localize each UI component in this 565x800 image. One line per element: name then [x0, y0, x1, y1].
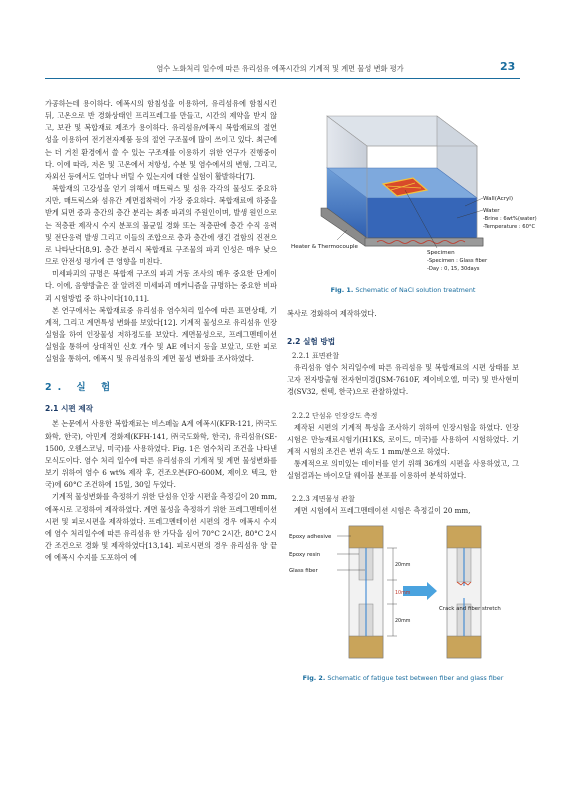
paragraph: 제작된 시편의 기계적 특성을 조사하기 위하여 인장시험을 하였다. 인장시험은 만능재료시험기(H1KS, 로이드, 미국)를 사용하여 시험하였다. 기계적 시험의 조건은 변위 속도 1 mm/분으로 하였다.: [287, 422, 519, 456]
figure-1-caption-text: Schematic of NaCl solution treatment: [353, 286, 476, 294]
paragraph: 통계적으로 의미있는 데이터를 얻기 위해 36개의 시편을 사용하였고, 그 실험결과는 바이오달 웨이블 분포를 이용하여 분석하였다.: [287, 459, 519, 481]
section-title: 2. 실 험: [45, 382, 117, 394]
figure-2-caption-text: Schematic of fatigue test between fiber and glass fiber: [325, 673, 504, 682]
figure-1-caption-label: Fig. 1.: [330, 286, 354, 294]
paragraph: 본 연구에서는 복합재료중 유리섬유 염수처리 일수에 따른 표면상태, 기계적, 그리고 계면특성 변화를 보았다[12]. 기계적 물성으로 유리섬유 인장실험을 하여 인장물성 저하정도를 보았다. 계면물성으로, 프레그멘테이션 실험을 통하여 상대적인 신호 개수 및 AE 에너지 등을 보았고, 또한 피로 실험을 통하여, 에폭시 및 유리섬유의 계면 물성 변화를 조사하였다.: [45, 305, 277, 364]
nacl-treatment-diagram: [287, 98, 537, 278]
subsubsection-title: 2.2.2 단섬유 인장강도 측정: [292, 411, 378, 420]
right-column: [287, 98, 537, 682]
label-dim-mid: 10mm: [395, 590, 411, 596]
subsection-title: 2.1 시편 제작: [45, 404, 94, 414]
running-title: 염수 노화처리 일수에 따른 유리섬유 에폭시간의 기계적 및 계면 물성 변화 평가: [156, 64, 404, 73]
paragraph: 복합재의 고강성을 얻기 위해서 매트릭스 및 섬유 각각의 물성도 중요하지만, 매트릭스와 섬유간 계면접착력이 가장 중요하다. 복합재료에 하중을 받게 되면 증과 층간의 층간 분리는 최종 파괴의 주원인이며, 발생 원인으로는 적층판 제작시 수지 분포의 불균일 경화 또는 적층판에 층간 수직 응력 및 전단응력 발생 그리고 이들의 조합으로 층과 층간에 생긴 결함의 진전으로 나타난다[8,9]. 층간 분리시 복합재료 구조물의 파괴 인성은 매우 낮으므로 안전성 평가에 큰 영향을 미친다.: [45, 184, 277, 267]
subsubsection-title: 2.2.3 계면물성 관찰: [292, 495, 355, 504]
figure-2-caption-label: Fig. 2.: [302, 673, 326, 682]
paragraph: 복사로 경화하여 제작하였다.: [287, 309, 377, 318]
label-temperature: -Temperature : 60°C: [483, 224, 536, 230]
label-crack: Crack and fiber stretch: [439, 605, 501, 612]
label-brine: -Brine : 6wt%(water): [483, 216, 537, 222]
paragraph: 기계적 물성변화를 측정하기 위한 단섬유 인장 시편을 측정길이 20 mm, 에폭시로 고정하여 제작하였다. 계면 물성을 측정하기 위한 프레그멘테이션 시편 및 피로시편을 제작하였다. 프레그멘테이션 시편의 경우 에폭시 수지에 염수 처리일수에 따른 유리섬유 한 가닥을 심어 70°C 2시간, 80°C 2시간 조건으로 경화 및 제작하였다[13,14]. 피로시편의 경우 유리섬유 양 끝에 에폭시 수지를 도포하여 에: [45, 492, 277, 563]
label-water: Water: [483, 208, 500, 214]
subsection-title: 2.2 실험 방법: [287, 337, 336, 347]
label-epoxy-resin: Epoxy resin: [289, 551, 321, 558]
left-column: [45, 98, 277, 564]
page-header: [0, 0, 565, 86]
label-specimen-detail: -Specimen : Glass fiber: [427, 258, 488, 264]
label-dim-bottom: 20mm: [395, 618, 411, 624]
figure-1: [287, 98, 537, 294]
paragraph: 가공하는데 용이하다. 에폭시의 함침성을 이용하여, 유리섬유에 함침시킨 뒤, 고온으로 반 경화상태인 프리프레그를 만들고, 시간의 제약을 받지 않고, 보관 및 복합재료 제조가 용이하다. 유리섬유/에폭시 복합재료의 절연성을 이용하여 전기전자제품 등의 절연 구조물에 많이 쓰이고 있다. 최근에는 더 거친 환경에서 쓸 수 있는 구조재를 이용하기 위한 연구가 진행중이다. 이에 따라, 저온 및 고온에서 저항성, 수분 및 염수에서의 변형, 그리고, 자외선 등에서도 얼마나 버틸 수 있는지에 대한 실험이 활발하다[7].: [45, 99, 277, 181]
paragraph: 계면 시험에서 프레그멘테이션 시험은 측정길이 20 mm,: [294, 506, 471, 516]
label-dim-top: 20mm: [395, 562, 411, 568]
label-heater: Heater & Thermocouple: [291, 244, 358, 250]
label-epoxy-adhesive: Epoxy adhesive: [289, 533, 332, 540]
subsubsection-title: 2.2.1 표면관찰: [292, 352, 340, 361]
page-number: 23: [500, 60, 516, 73]
paragraph: 유리섬유 염수 처리일수에 따른 유리섬유 및 복합재료의 시편 상태를 보고자 전자방출형 전자현미경(JSM-7610F, 제이비오엘, 미국) 및 반사현미경(SV32, 썬텍, 한국)으로 관찰하였다.: [287, 363, 519, 397]
figure-2-caption: [287, 674, 519, 682]
paragraph: 미세파괴의 규명은 복합재 구조의 파괴 거동 조사의 매우 중요한 단계이다. 이에, 음향방출은 잘 알려진 미세파괴 메커니즘을 규명하는 중요한 비파괴 시험방법 중 하나이다[10,11].: [45, 269, 277, 303]
paragraph: 본 논문에서 사용한 복합재료는 비스페놀 A계 에폭시(KFR-121, ㈜국도화학, 한국), 아민계 경화제(KFH-141, ㈜국도화학, 한국), 유리섬유(SE-1500, 오웬스코닝, 미국)를 사용하였다. Fig. 1은 염수처리 조건을 나타낸 모식도이다. 염수 처리 일수에 따른 유리섬유의 기계적 및 계면 물성변화를 보기 위하여 염수 6 wt% 제작 후, 건조오븐(FO-600M, 제이오 텍크, 한국)에 60°C 조건하에 15일, 30일 두었다.: [45, 419, 277, 490]
label-wall: Wall(Acryl): [483, 196, 514, 202]
label-days: -Day : 0, 15, 30days: [427, 266, 480, 272]
label-glass-fiber: Glass fiber: [289, 567, 318, 574]
figure-2: [287, 524, 519, 682]
label-specimen: Specimen: [427, 250, 455, 256]
fatigue-test-diagram: [287, 524, 519, 666]
figure-1-caption: [287, 286, 519, 294]
header-rule: [45, 78, 520, 79]
